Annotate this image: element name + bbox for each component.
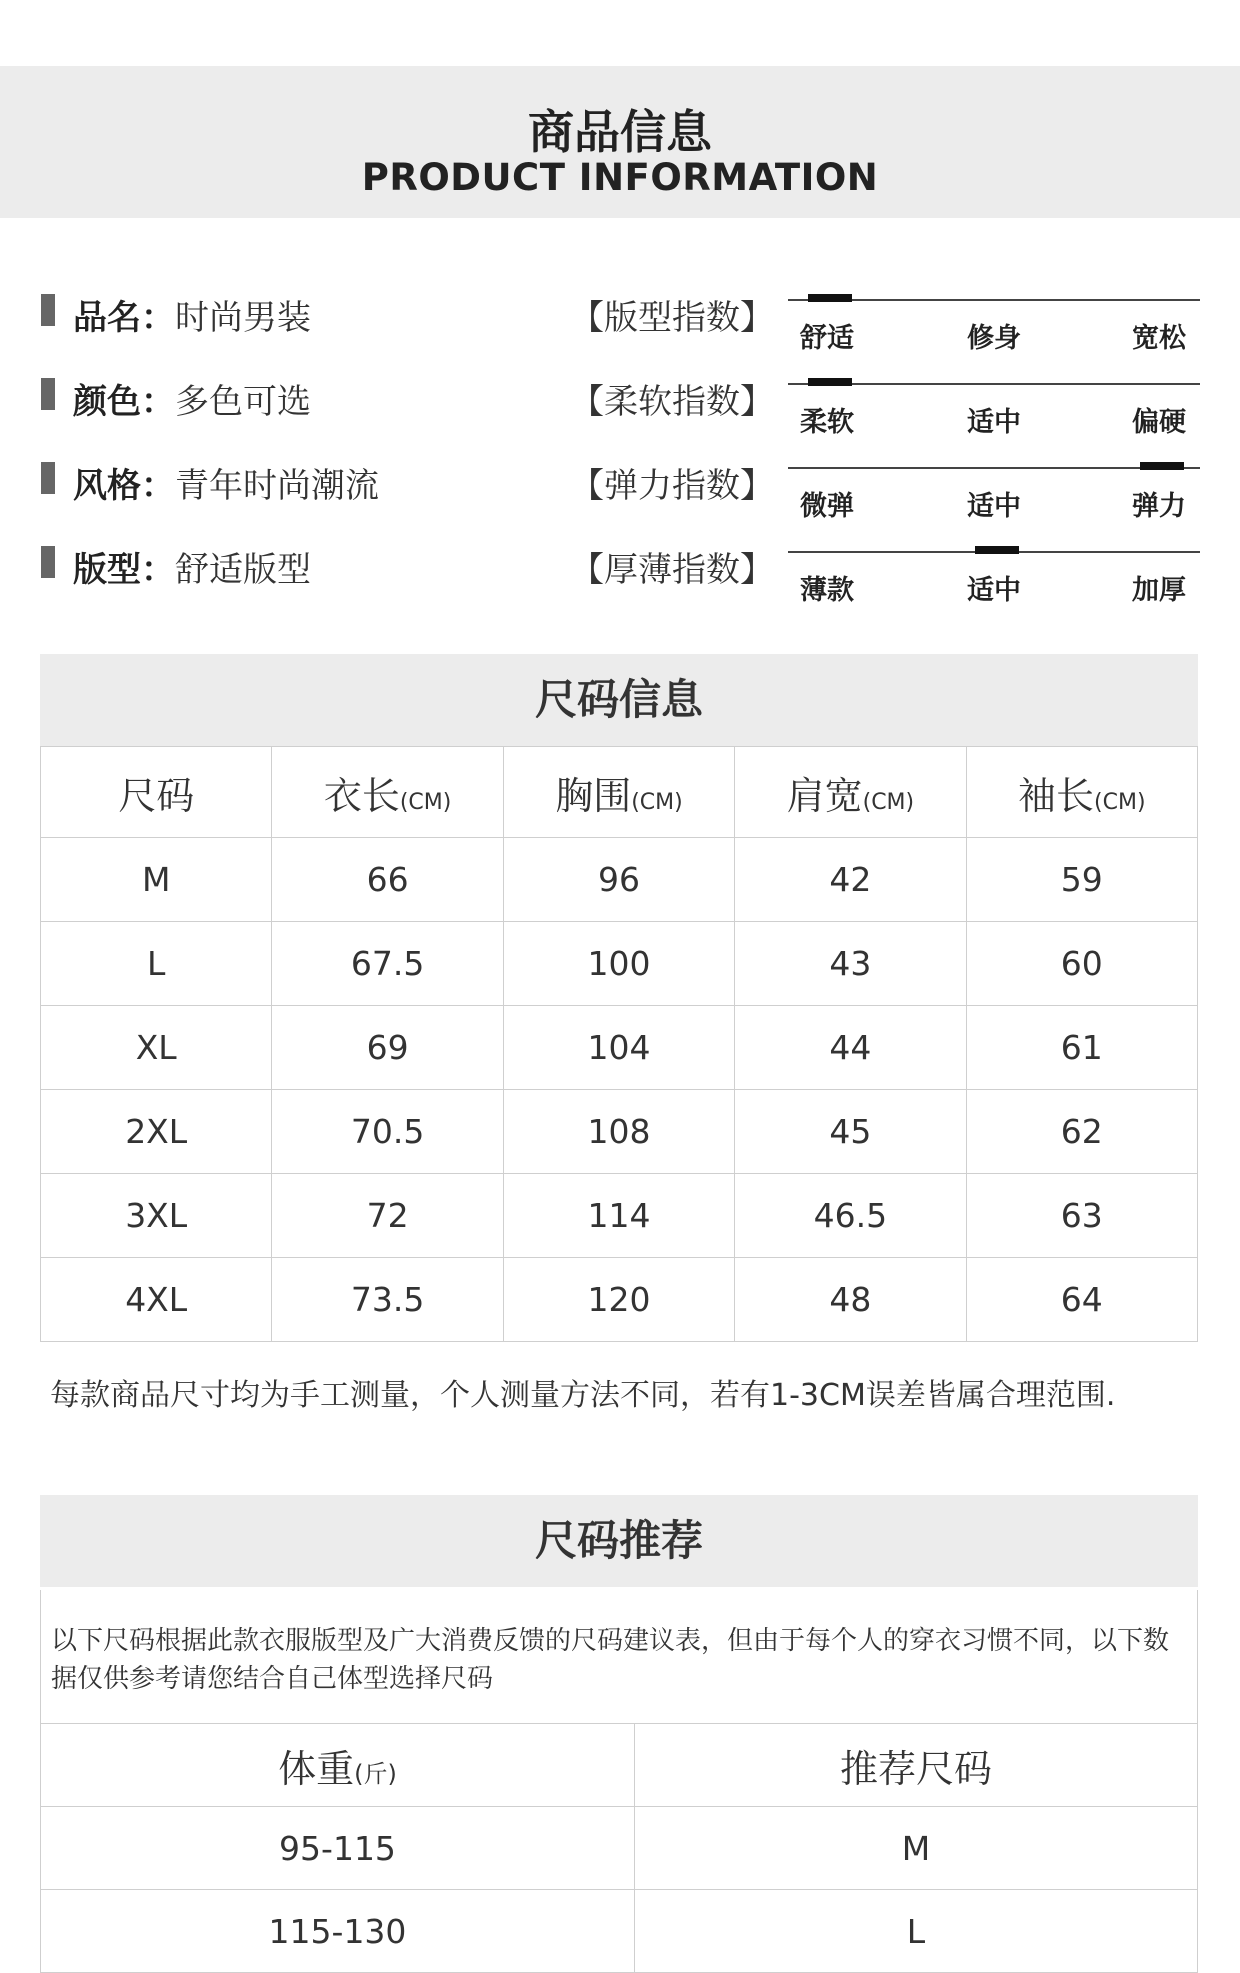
table-cell: 61 [966, 1006, 1197, 1090]
index-name: 【版型指数】 [570, 298, 774, 338]
index-scale-marker [1140, 462, 1184, 470]
bullet-bar [41, 546, 55, 578]
scale-label-mid: 适中 [967, 575, 1021, 606]
scale-label-right: 偏硬 [1132, 407, 1186, 438]
table-cell: 46.5 [735, 1174, 966, 1258]
attribute-label [73, 458, 379, 507]
scale-label-left: 微弹 [800, 491, 854, 522]
header-text: 尺码 [118, 773, 195, 818]
header-text: 衣长 [323, 773, 400, 818]
bullet-bar [41, 294, 55, 326]
scale-label-mid: 适中 [967, 491, 1021, 522]
attribute-label [73, 374, 311, 423]
index-scale-line [788, 467, 1200, 469]
header-text: 肩宽 [786, 773, 863, 818]
index-name: 【厚薄指数】 [570, 550, 774, 590]
table-cell: 42 [735, 838, 966, 922]
table-row [41, 922, 1198, 1006]
header-unit: (CM) [1094, 789, 1146, 815]
scale-label-right: 弹力 [1132, 491, 1186, 522]
attribute-label [73, 542, 311, 591]
table-cell: 73.5 [272, 1258, 503, 1342]
header-cell [41, 747, 272, 838]
size-table-header-row [41, 747, 1198, 838]
page-title: 商品信息 [528, 105, 712, 159]
header-unit: (CM) [862, 789, 915, 815]
recommend-intro-box [40, 1590, 1198, 1723]
table-cell: L [41, 922, 272, 1006]
header-unit: (CM) [399, 789, 452, 815]
attribute-row-style [0, 436, 1240, 520]
attribute-label [73, 290, 311, 339]
table-cell: 67.5 [272, 922, 503, 1006]
table-cell: 63 [966, 1174, 1197, 1258]
table-cell: 72 [272, 1174, 503, 1258]
recommend-table [40, 1723, 1198, 1973]
table-row [41, 1258, 1198, 1342]
index-name: 【柔软指数】 [570, 382, 774, 422]
table-cell: 114 [503, 1174, 734, 1258]
table-cell: L [635, 1890, 1198, 1973]
table-cell: 70.5 [272, 1090, 503, 1174]
size-info-heading: 尺码信息 [40, 654, 1198, 746]
scale-label-right: 宽松 [1132, 323, 1186, 354]
scale-label-left: 柔软 [800, 407, 854, 438]
table-row [41, 838, 1198, 922]
recommend-intro-text: 以下尺码根据此款衣服版型及广大消费反馈的尺码建议表，但由于每个人的穿衣习惯不同，以下数据仅供参考请您结合自己体型选择尺码 [51, 1626, 1170, 1694]
bullet-bar [41, 462, 55, 494]
attribute-row-name [0, 268, 1240, 352]
table-cell: 64 [966, 1258, 1197, 1342]
attribute-value: 多色可选 [175, 382, 311, 422]
table-row [41, 1890, 1198, 1973]
header-text: 体重 [278, 1746, 355, 1791]
scale-label-mid: 适中 [967, 407, 1021, 438]
table-cell: 44 [735, 1006, 966, 1090]
index-name: 【弹力指数】 [570, 466, 774, 506]
table-cell: 115-130 [41, 1890, 635, 1973]
attribute-key: 风格： [73, 466, 175, 506]
header-text: 推荐尺码 [839, 1746, 992, 1791]
scale-label-mid: 修身 [967, 323, 1021, 354]
table-cell: 60 [966, 922, 1197, 1006]
attribute-row-color [0, 352, 1240, 436]
table-row [41, 1174, 1198, 1258]
header-text: 袖长 [1018, 773, 1095, 818]
table-cell: 59 [966, 838, 1197, 922]
table-cell: M [635, 1807, 1198, 1890]
attribute-key: 颜色： [73, 382, 175, 422]
table-row [41, 1090, 1198, 1174]
attribute-key: 版型： [73, 550, 175, 590]
header-band [0, 66, 1240, 218]
table-row [41, 1807, 1198, 1890]
table-cell: 104 [503, 1006, 734, 1090]
table-cell: 48 [735, 1258, 966, 1342]
table-row [41, 1006, 1198, 1090]
table-cell: XL [41, 1006, 272, 1090]
table-cell: 100 [503, 922, 734, 1006]
index-scale-marker [975, 546, 1019, 554]
table-cell: 4XL [41, 1258, 272, 1342]
table-cell: 96 [503, 838, 734, 922]
header-unit: (斤) [354, 1759, 397, 1788]
table-cell: 108 [503, 1090, 734, 1174]
scale-label-left: 薄款 [800, 575, 854, 606]
table-cell: 120 [503, 1258, 734, 1342]
page-subtitle: PRODUCT INFORMATION [361, 156, 879, 199]
index-scale-marker [808, 378, 852, 386]
header-cell [635, 1724, 1198, 1807]
table-cell: M [41, 838, 272, 922]
attribute-value: 青年时尚潮流 [175, 466, 379, 506]
attribute-value: 时尚男装 [175, 298, 311, 338]
table-cell: 3XL [41, 1174, 272, 1258]
header-cell [503, 747, 734, 838]
index-scale-marker [808, 294, 852, 302]
attribute-row-fit [0, 520, 1240, 604]
header-unit: (CM) [631, 789, 683, 815]
header-cell [966, 747, 1197, 838]
header-cell [41, 1724, 635, 1807]
header-text: 胸围 [555, 773, 632, 818]
table-cell: 95-115 [41, 1807, 635, 1890]
attribute-key: 品名： [73, 298, 175, 338]
table-cell: 69 [272, 1006, 503, 1090]
bullet-bar [41, 378, 55, 410]
size-table [40, 746, 1198, 1342]
attribute-value: 舒适版型 [175, 550, 311, 590]
table-cell: 62 [966, 1090, 1197, 1174]
table-cell: 43 [735, 922, 966, 1006]
scale-label-left: 舒适 [800, 323, 854, 354]
size-recommend-heading: 尺码推荐 [40, 1495, 1198, 1587]
table-cell: 2XL [41, 1090, 272, 1174]
table-cell: 45 [735, 1090, 966, 1174]
header-cell [272, 747, 503, 838]
recommend-header-row [41, 1724, 1198, 1807]
table-cell: 66 [272, 838, 503, 922]
scale-label-right: 加厚 [1132, 575, 1186, 606]
header-cell [735, 747, 966, 838]
measurement-note: 每款商品尺寸均为手工测量，个人测量方法不同，若有1-3CM误差皆属合理范围. [50, 1378, 1116, 1413]
